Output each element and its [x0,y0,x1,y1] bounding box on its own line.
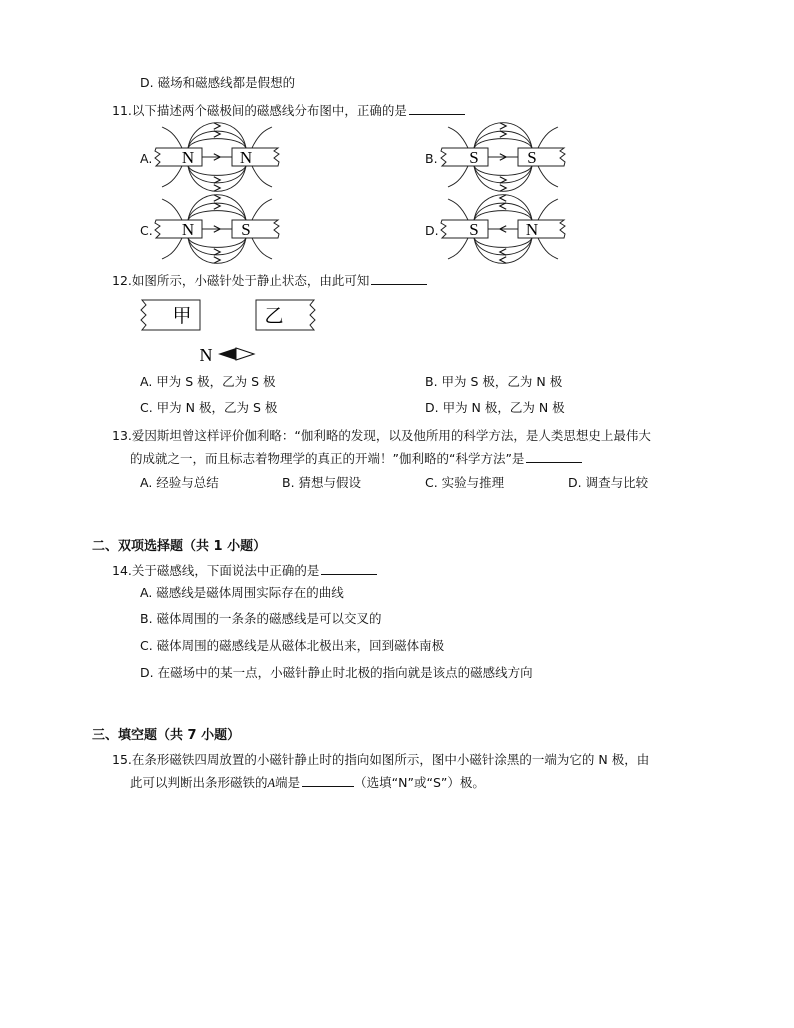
field-line-bottom [188,166,246,183]
q11-option-a-diagram[interactable] [154,122,280,192]
q11-option-c-label[interactable]: C. [140,223,153,238]
q12-stem [112,272,427,290]
q15-number: 15. [112,752,132,767]
field-arrow [214,257,220,263]
field-line-bottom [474,166,532,175]
pole-left-label: N [181,220,195,239]
field-arrow [500,123,506,129]
field-line-bottom [188,238,246,247]
field-line-side [448,199,468,220]
field-arrow [214,177,220,183]
field-line-side [252,199,272,220]
field-arrow [214,195,220,201]
pole-right-label: S [527,148,537,167]
field-line-top [188,139,246,148]
field-arrow [214,203,220,209]
field-line-top [188,211,246,220]
q11-number: 11. [112,103,132,118]
field-arrow [500,249,506,255]
pole-left-label: N [181,148,195,167]
q15-line1 [112,751,649,769]
q15-line2 [130,774,485,792]
field-line-top [188,203,246,220]
magnet-left [155,148,202,166]
field-line-side [162,127,182,148]
pole-right-label: N [525,220,539,239]
pole-right-label: N [239,148,253,167]
field-line-top [188,131,246,148]
magnet-left [441,220,488,238]
q14-stem-text: 关于磁感线，下面说法中正确的是 [131,563,320,578]
field-arrow [214,185,220,191]
needle-north-half [218,348,236,360]
field-line-bottom [474,238,532,255]
field-line-top [474,211,532,220]
field-line-side [162,199,182,220]
q11-option-b-diagram[interactable] [440,122,566,192]
field-line-side [448,166,468,187]
q15-var-a: A [267,776,276,790]
q14-option-d[interactable]: D. 在磁场中的某一点，小磁针静止时北极的指向就是该点的磁感线方向 [140,665,533,680]
field-arrow [214,123,220,129]
q12-number: 12. [112,273,132,288]
field-line-top [474,139,532,148]
q15-line2-b: 端是 [275,775,301,790]
q11-option-d-label[interactable]: D. [425,223,439,238]
needle-n-label: N [199,345,213,365]
field-line-side [162,166,182,187]
q15-answer-blank[interactable] [302,774,354,787]
magnet-left [441,148,488,166]
section-2-title: 二、双项选择题（共 1 小题） [92,539,267,554]
q12-stem-text: 如图所示，小磁针处于静止状态，由此可知 [131,273,370,288]
q13-number: 13. [112,428,132,443]
field-line-bottom [188,166,246,175]
field-line-bottom [474,166,532,183]
pole-left-label: S [469,220,479,239]
field-line-bottom [188,238,246,255]
q12-diagram [138,296,318,368]
magnet-jia-label: 甲 [172,306,192,327]
needle-south-half [236,348,254,360]
q14-number: 14. [112,563,132,578]
magnet-yi-label: 乙 [264,306,284,327]
q11-option-a-label[interactable]: A. [140,151,153,166]
q14-stem [112,562,377,580]
q15-line2-c: （选填“N”或“S”）极。 [354,775,485,790]
field-arrow [214,131,220,137]
field-line-side [448,238,468,259]
q13-line2-text: 的成就之一，而且标志着物理学的真正的开端！”伽利略的“科学方法”是 [130,451,525,466]
q13-option-b[interactable]: B. 猜想与假设 [282,475,362,490]
field-arrow [500,203,506,209]
q11-option-c-diagram[interactable] [154,194,280,264]
q12-option-a[interactable]: A. 甲为 S 极，乙为 S 极 [140,374,276,389]
magnet-left [155,220,202,238]
q13-line1 [112,427,651,445]
magnet-right [232,220,279,238]
q15-line1-text: 在条形磁铁四周放置的小磁针静止时的指向如图所示，图中小磁针涂黑的一端为它的 N 极，由 [131,752,650,767]
q11-answer-blank[interactable] [409,102,465,115]
q14-answer-blank[interactable] [321,562,377,575]
field-line-side [252,238,272,259]
q13-line2 [130,450,582,468]
q13-option-a[interactable]: A. 经验与总结 [140,475,219,490]
field-line-side [538,199,558,220]
q11-stem-text: 以下描述两个磁极间的磁感线分布图中，正确的是 [131,103,407,118]
q12-option-d[interactable]: D. 甲为 N 极，乙为 N 极 [425,400,565,415]
q13-answer-blank[interactable] [526,450,582,463]
section-3-title: 三、填空题（共 7 小题） [92,728,241,743]
pole-left-label: S [469,148,479,167]
q11-option-d-diagram[interactable] [440,194,566,264]
magnet-right [518,148,565,166]
q11-stem [112,102,465,120]
field-arrow [214,249,220,255]
field-line-side [538,127,558,148]
field-line-side [448,127,468,148]
q15-line2-a: 此可以判断出条形磁铁的 [130,775,268,790]
field-line-side [538,238,558,259]
field-arrow [500,257,506,263]
q12-answer-blank[interactable] [371,272,427,285]
q12-option-b[interactable]: B. 甲为 S 极，乙为 N 极 [425,374,563,389]
q13-option-c[interactable]: C. 实验与推理 [425,475,505,490]
pole-right-label: S [241,220,251,239]
field-arrow [500,177,506,183]
field-line-top [474,131,532,148]
q11-option-b-label[interactable]: B. [425,151,438,166]
q13-line1-text: 爱因斯坦曾这样评价伽利略：“伽利略的发现，以及他所用的科学方法，是人类思想史上最伟大 [131,428,651,443]
field-line-side [252,166,272,187]
field-line-side [162,238,182,259]
field-line-side [538,166,558,187]
q14-option-b[interactable]: B. 磁体周围的一条条的磁感线是可以交叉的 [140,611,382,626]
q12-option-c[interactable]: C. 甲为 N 极，乙为 S 极 [140,400,278,415]
q10-option-d[interactable]: D. 磁场和磁感线都是假想的 [140,75,296,90]
field-arrow [500,185,506,191]
field-line-top [474,203,532,220]
field-line-bottom [474,238,532,247]
q13-option-d[interactable]: D. 调查与比较 [568,475,649,490]
field-arrow [500,131,506,137]
field-line-side [252,127,272,148]
q14-option-a[interactable]: A. 磁感线是磁体周围实际存在的曲线 [140,585,344,600]
q14-option-c[interactable]: C. 磁体周围的磁感线是从磁体北极出来，回到磁体南极 [140,638,445,653]
field-arrow [500,195,506,201]
